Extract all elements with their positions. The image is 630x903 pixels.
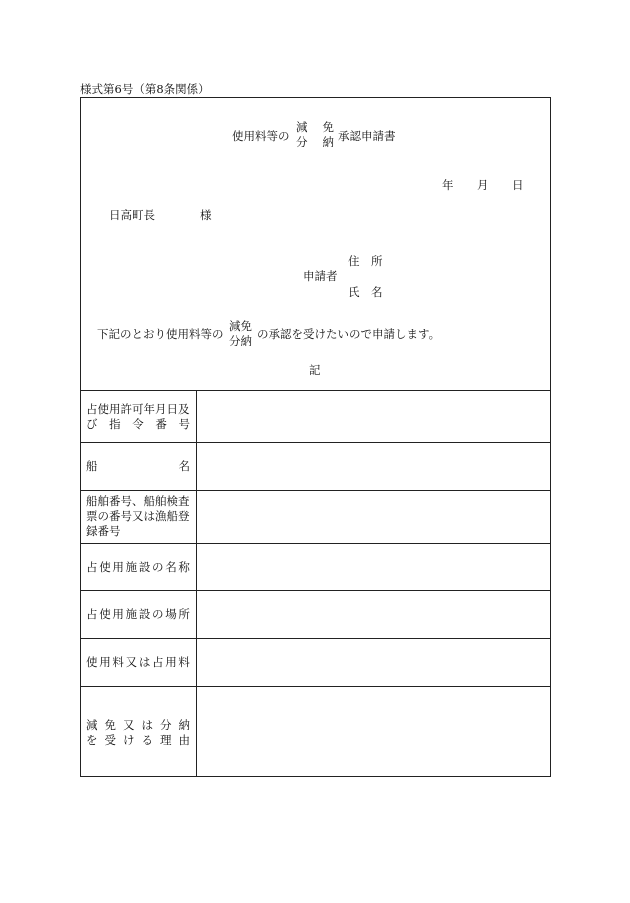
row-label-ship-number: 船舶番号、船舶検査 票の番号又は漁船登 録番号 xyxy=(86,494,190,538)
date-day: 日 xyxy=(512,178,524,192)
body-opt-bunno: 分納 xyxy=(229,334,252,348)
date-month: 月 xyxy=(477,178,489,192)
row-label-fee: 使 用 料 又 は 占 用 料 xyxy=(86,655,190,669)
row-label-reason: 減 免 又 は 分 納 を 受 け る 理 由 xyxy=(86,718,190,747)
title-option-stack xyxy=(296,120,334,150)
table-row-divider xyxy=(80,490,551,491)
table-column-divider xyxy=(196,390,197,777)
date-year: 年 xyxy=(442,178,454,192)
addressee-honorific: 様 xyxy=(200,208,212,222)
table-row-divider xyxy=(80,638,551,639)
row-label-permit-date: 占使用許可年月日及 び 指 令 番 号 xyxy=(86,402,190,431)
title-opt-bunno-2: 納 xyxy=(322,135,334,149)
applicant-label: 申請者 xyxy=(303,269,338,283)
body-prefix: 下記のとおり使用料等の xyxy=(97,327,224,341)
row-label-ship-name: 船 名 xyxy=(86,459,190,473)
table-row-divider xyxy=(80,686,551,687)
table-row-divider xyxy=(80,590,551,591)
table-top-line xyxy=(80,390,551,391)
table-row-divider xyxy=(80,442,551,443)
application-form-frame xyxy=(80,97,551,777)
addressee-name: 日高町長 xyxy=(109,208,155,222)
body-opt-genmen: 減免 xyxy=(229,319,252,333)
applicant-address-label: 住 所 xyxy=(348,254,383,268)
form-number-label: 様式第6号（第8条関係） xyxy=(80,82,210,96)
table-row-divider xyxy=(80,543,551,544)
ki-label: 記 xyxy=(309,363,321,377)
form-title-prefix: 使用料等の xyxy=(232,129,290,143)
title-opt-genmen-1: 減 xyxy=(296,120,308,134)
body-suffix: の承認を受けたいので申請します。 xyxy=(257,327,441,341)
row-label-facility-name: 占 使 用 施 設 の 名 称 xyxy=(86,560,190,574)
applicant-name-label: 氏 名 xyxy=(348,285,383,299)
row-label-facility-location: 占 使 用 施 設 の 場 所 xyxy=(86,607,190,621)
body-option-stack xyxy=(229,319,252,349)
form-title-suffix: 承認申請書 xyxy=(338,129,396,143)
title-opt-genmen-2: 免 xyxy=(322,120,334,134)
title-opt-bunno-1: 分 xyxy=(296,135,308,149)
